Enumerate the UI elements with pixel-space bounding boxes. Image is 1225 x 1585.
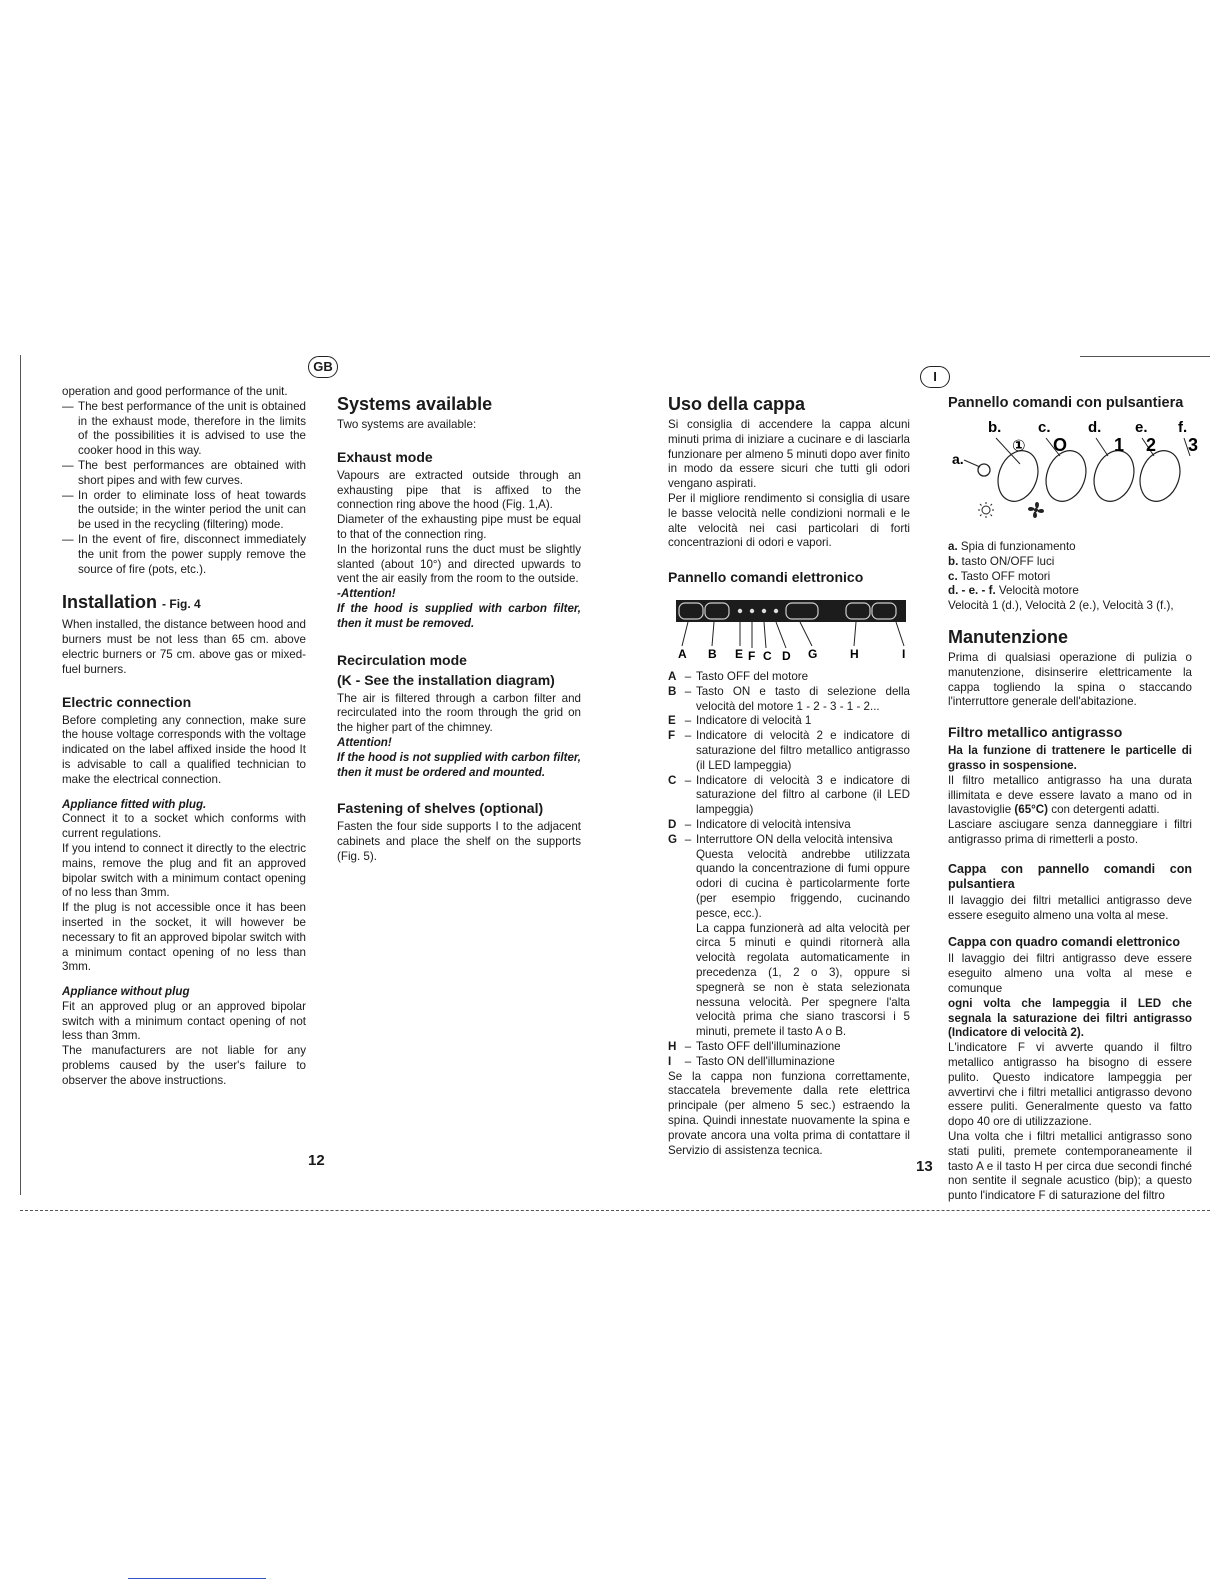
g-extra-1: Questa velocità andrebbe utilizzata quando la concentrazione di fumi oppure odori di cucina è particolarmente forte (per esempio friggendo, cucinando pesce, ecc.). (696, 847, 910, 920)
button-symbol: 3 (1188, 435, 1199, 455)
lamp-indicator (978, 464, 990, 476)
attention-2-text: If the hood is not supplied with carbon filter, then it must be ordered and mounted. (337, 750, 581, 779)
installation-title: Installation (62, 592, 158, 613)
control-item (948, 584, 1192, 599)
fan-icon (1028, 502, 1044, 518)
legend-key: B (668, 684, 677, 698)
led-e (738, 609, 742, 613)
plug-text-2: If you intend to connect it directly to the electric mains, remove the plug and fit an approved bipolar switch with a minimum contact opening of no less than 3mm. (62, 841, 306, 900)
pushbutton-panel (950, 414, 1200, 524)
leader-a-lamp (964, 460, 980, 467)
exhaust-text-3: In the horizontal runs the duct must be slightly slanted (about 10°) and directed upwards to vent the air easily from the room to the outside. (337, 542, 581, 586)
manutenzione-title: Manutenzione (948, 626, 1068, 647)
legend-row: G – Interruttore ON della velocità intensiva (668, 833, 910, 848)
leader-i (896, 622, 904, 646)
list-item: — The best performances are obtained with short pipes and with few curves. (62, 459, 306, 489)
control-item (948, 540, 1192, 555)
legend-key: A (668, 670, 677, 683)
legend-text: Interruttore ON della velocità intensiva (696, 832, 893, 846)
control-item-key: b. (948, 554, 959, 568)
electric-title: Electric connection (62, 693, 192, 710)
leader-b (712, 622, 714, 646)
column-4-top (948, 385, 1192, 415)
manutenzione-text: Prima di qualsiasi operazione di pulizia o manutenzione, disinserire elettricamente la cappa togliendo la spina o staccando l'interruttore generale dell'abitazione. (948, 650, 1192, 709)
control-item-text: Spia di funzionamento (960, 540, 1076, 553)
control-item-text: Tasto OFF motori (960, 569, 1051, 583)
legend-text: Tasto OFF dell'illuminazione (696, 1039, 841, 1053)
button-symbol: O (1053, 435, 1068, 455)
top-right-margin-line (1080, 356, 1210, 357)
legend-row: B – Tasto ON e tasto di selezione della velocità del motore 1 - 2 - 3 - 1 - 2... (668, 684, 910, 713)
uso-text-1: Si consiglia di accendere la cappa alcuni minuti prima di iniziare a cucinare e di lasciarla funzionare per almeno 5 minuti dopo aver finito in modo da essere sicuri che tutti gli odori vengano aspirati. (668, 418, 910, 491)
page-number-13: 13 (916, 1158, 933, 1175)
legend-key: C (668, 773, 677, 787)
lang-badge-gb: GB (308, 356, 338, 378)
recirc-text: The air is filtered through a carbon filter and recirculated into the room through the grid on the higher part of the chimney. (337, 691, 581, 735)
panel-letter: G (808, 647, 818, 661)
legend-key: G (668, 832, 678, 846)
led-c (762, 609, 766, 613)
legend-text: Tasto OFF del motore (696, 670, 809, 683)
filtro-text-1b: con detergenti adatti. (1051, 803, 1160, 817)
recirc-title: Recirculation mode (337, 651, 467, 668)
cappa-quadro-title: Cappa con quadro comandi elettronico (948, 935, 1180, 950)
button-letter: c. (1038, 419, 1051, 436)
cappa-quadro-text-1: Il lavaggio dei filtri antigrasso deve essere eseguito almeno una volta al mese e comunque (948, 952, 1192, 995)
panel-letter: H (850, 647, 859, 661)
intro-text: operation and good performance of the unit. (62, 385, 288, 398)
panel-letter: D (782, 649, 791, 663)
cappa-quadro-text-3: Una volta che i filtri metallici antigrasso sono stati puliti, premete contemporaneamente il tasto A e il tasto H per circa due secondi finché non sentite il segnale acustico (bip); a questo punto l'indicatore F di saturazione del filtro (948, 1129, 1192, 1203)
speed-line: Velocità 1 (d.), Velocità 2 (e.), Velocità 3 (f.), (948, 599, 1174, 613)
legend-row: F – Indicatore di velocità 2 e indicatore di saturazione del filtro metallico antigrasso (il LED lampeggia) (668, 729, 910, 772)
page-number-12: 12 (308, 1152, 325, 1169)
filtro-subtitle: Ha la funzione di trattenere le particelle di grasso in sospensione. (948, 744, 1192, 772)
systems-text: Two systems are available: (337, 418, 477, 431)
control-item (948, 555, 1192, 570)
button-letter: e. (1135, 419, 1148, 436)
exhaust-title: Exhaust mode (337, 448, 433, 465)
panel-letter: F (748, 649, 756, 663)
column-4 (948, 540, 1192, 1204)
attention-1-text: If the hood is supplied with carbon filter, then it must be removed. (337, 601, 581, 630)
list-item: — In the event of fire, disconnect immediately the unit from the power supply remove the source of fire (pots, etc.). (62, 533, 306, 577)
noplug-text-1: Fit an approved plug or an approved bipolar switch with a minimum contact opening of not less than 3mm. (62, 999, 306, 1043)
g-extra-2: La cappa funzionerà ad alta velocità per circa 5 minuti e quindi ritornerà alla velocità regolata automaticamente in precedenza (1, 2 o 3), oppure si spegnerà se non è stata selezionata nessuna velocità. Per spegnere l'alta velocità prima che siano trascorsi i 5 minuti, premete il tasto A o B. (696, 921, 910, 1039)
leader-c (764, 622, 766, 648)
cappa-quadro-bold: ogni volta che lampeggia il LED che segnala la saturazione dei filtri antigrasso (Indicatore di velocità 2). (948, 996, 1192, 1040)
legend-row: D – Indicatore di velocità intensiva (668, 818, 910, 833)
closing-text: Se la cappa non funziona correttamente, staccatela brevemente dalla rete elettrica principale (per almeno 5 sec.) estraendo la spina. Quindi innestate nuovamente la spina e provate ancora una volta prima di contattare il Servizio di assistenza tecnica. (668, 1069, 910, 1157)
legend-key: H (668, 1039, 677, 1053)
pulsantiera-title: Pannello comandi con pulsantiera (948, 395, 1184, 411)
control-item-key: d. - e. - f. (948, 584, 996, 598)
column-3 (668, 385, 910, 589)
filtro-title: Filtro metallico antigrasso (948, 724, 1123, 741)
uso-text-2: Per il migliore rendimento si consiglia di usare le basse velocità nelle condizioni normali e le alte velocità nei casi particolari di forti concentrazioni di odori e vapori. (668, 491, 910, 550)
led-f (750, 609, 754, 613)
noplug-text-2: The manufacturers are not liable for any problems caused by the user's failure to observer the above instructions. (62, 1044, 306, 1087)
button-symbol: 2 (1146, 435, 1157, 455)
left-margin-line (20, 355, 21, 1195)
lang-badge-it: I (920, 366, 950, 388)
lamp-letter: a. (952, 451, 964, 467)
legend-row: E – Indicatore di velocità 1 (668, 714, 910, 729)
legend-text: Indicatore di velocità 2 e indicatore di saturazione del filtro metallico antigrasso (il LED lampeggia) (696, 729, 910, 772)
noplug-title: Appliance without plug (62, 985, 190, 999)
systems-title: Systems available (337, 394, 493, 414)
column-3-legend (668, 670, 910, 1158)
legend-row: I – Tasto ON dell'illuminazione (668, 1055, 910, 1070)
panel-letter: I (902, 647, 906, 661)
plug-text-3: If the plug is not accessible once it has been inserted in the socket, it will however be necessary to fit an approved bipolar switch with a minimum contact opening of no less than 3mm. (62, 901, 306, 974)
shelves-text: Fasten the four side supports I to the adjacent cabinets and place the shelf on the supports (Fig. 5). (337, 820, 581, 863)
list-item: — The best performance of the unit is obtained in the exhaust mode, therefore in the limits of the possibilities it is advised to use the cooker hood in this way. (62, 400, 306, 459)
panel-title: Pannello comandi elettronico (668, 569, 864, 586)
led-d (774, 609, 778, 613)
cappa-pulsantiera-title: Cappa con pannello comandi con pulsantiera (948, 861, 1192, 891)
installation-text: When installed, the distance between hood and burners must be not less than 65 cm. above electric burners or 75 cm. above gas or mixed-fuel burners. (62, 618, 306, 676)
control-item-key: c. (948, 569, 958, 583)
legend-key: I (668, 1054, 672, 1068)
button-symbol: ① (1012, 436, 1026, 455)
panel-letter: C (763, 649, 772, 663)
filtro-text-2: Lasciare asciugare senza danneggiare i filtri antigrasso prima di rimetterli a posto. (948, 818, 1192, 846)
push-button-e (1133, 445, 1186, 507)
button-symbol: 1 (1114, 435, 1125, 455)
column-1 (62, 385, 306, 1089)
bottom-blue-underline (128, 1578, 266, 1579)
control-item-text: Velocità motore (998, 584, 1079, 598)
column-2 (337, 385, 581, 865)
panel-letter: B (708, 647, 717, 661)
exhaust-text-2: Diameter of the exhausting pipe must be equal to that of the connection ring. (337, 513, 581, 541)
list-item: — In order to eliminate loss of heat towards the outside; in the winter period the unit can be used in the recycling (filtering) mode. (62, 489, 306, 533)
button-letter: d. (1088, 419, 1102, 436)
leader-h (854, 622, 856, 646)
legend-row: C – Indicatore di velocità 3 e indicatore di saturazione del filtro al carbone (il LED lampeggia) (668, 773, 910, 817)
exhaust-text-1: Vapours are extracted outside through an exhausting pipe that is affixed to the connection ring above the hood (Fig. 1,A). (337, 468, 581, 512)
leader-d (1096, 438, 1108, 456)
plug-text-1: Connect it to a socket which conforms with current regulations. (62, 812, 306, 841)
uso-title: Uso della cappa (668, 394, 806, 414)
attention-2: Attention! (337, 735, 392, 749)
legend-key: E (668, 714, 676, 728)
plug-title: Appliance fitted with plug. (62, 797, 207, 811)
bottom-margin-line (20, 1210, 1210, 1211)
legend-text: Tasto ON e tasto di selezione della velocità del motore 1 - 2 - 3 - 1 - 2... (696, 684, 910, 713)
legend-text: Indicatore di velocità 1 (696, 714, 812, 728)
control-item-text: tasto ON/OFF luci (961, 554, 1055, 568)
panel-letter: E (735, 647, 744, 661)
legend-row: A – Tasto OFF del motore (668, 670, 910, 685)
shelves-title: Fastening of shelves (optional) (337, 800, 544, 817)
filtro-temp: (65°C) (1014, 803, 1049, 817)
leader-a (682, 622, 688, 646)
installation-fig: - Fig. 4 (162, 597, 201, 612)
legend-text: Indicatore di velocità intensiva (696, 817, 851, 831)
button-letter: b. (988, 419, 1002, 436)
legend-text: Tasto ON dell'illuminazione (696, 1054, 835, 1068)
advice-list (62, 400, 306, 578)
panel-letter: A (678, 647, 687, 661)
cappa-quadro-text-2: L'indicatore F vi avverte quando il filtro metallico antigrasso ha bisogno di essere pulito. Questo indicatore lampeggia per avvertirvi che i filtri metallici antigrasso devono essere puliti. Generalmente questo va fatto dopo 40 ore di utilizzazione. (948, 1041, 1192, 1129)
leader-g (800, 622, 812, 646)
legend-key: D (668, 817, 677, 831)
recirc-subtitle: (K - See the installation diagram) (337, 671, 555, 688)
legend-row: H – Tasto OFF dell'illuminazione (668, 1040, 910, 1055)
installation-heading (62, 591, 306, 615)
control-item-key: a. (948, 540, 958, 553)
light-bulb-icon (978, 502, 994, 518)
attention-1: -Attention! (337, 587, 396, 601)
filtro-text-1 (948, 774, 1192, 818)
legend-text: Indicatore di velocità 3 e indicatore di saturazione del filtro al carbone (il LED lampeggia) (696, 773, 910, 817)
cappa-pulsantiera-text: Il lavaggio dei filtri metallici antigrasso deve essere eseguito almeno una volta al mese. (948, 893, 1192, 922)
filtro-text-1a: Il filtro metallico antigrasso ha una durata illimitata e deve essere lavato a mano od in lavastoviglie (948, 773, 1192, 817)
button-letter: f. (1178, 419, 1188, 436)
electric-text: Before completing any connection, make sure the house voltage corresponds with the voltage indicated on the label affixed inside the hood It is advisable to call a qualified technician to make the electrical connection. (62, 713, 306, 786)
control-item (948, 570, 1192, 585)
legend-key: F (668, 729, 676, 743)
leader-d (776, 622, 786, 648)
